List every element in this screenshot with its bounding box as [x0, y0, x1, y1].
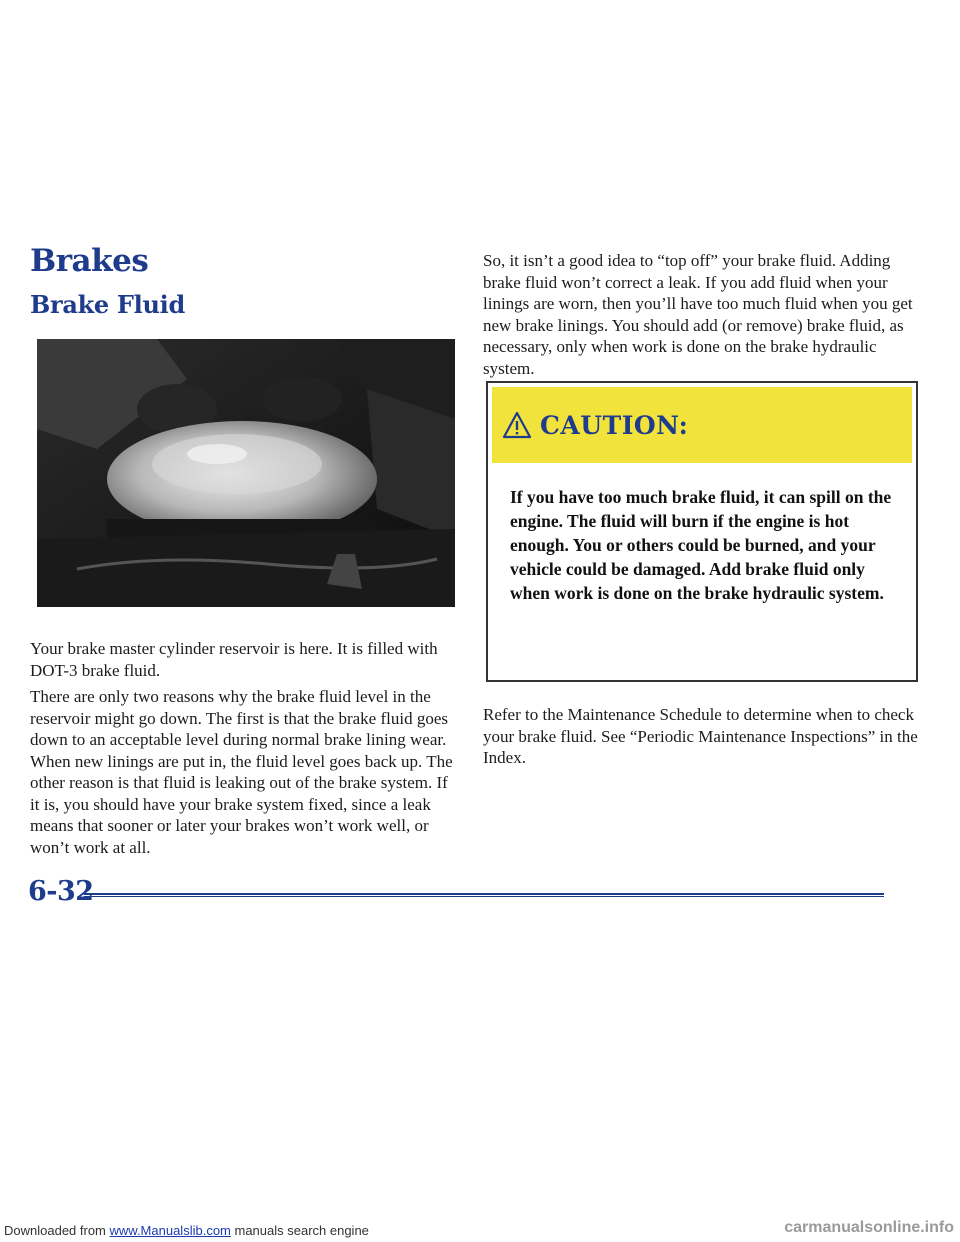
brake-reservoir-photo — [37, 339, 455, 607]
top-off-paragraph: So, it isn’t a good idea to “top off” your brake fluid. Adding brake fluid won’t correct a leak. If you add fluid when your linings are worn, then you’ll have too much fluid when you get new brake linings. You should add (or remove) brake fluid, as necessary, only when work is done on the brake hydraulic system. — [483, 251, 913, 378]
download-prefix: Downloaded from — [4, 1223, 110, 1238]
caution-label: CAUTION: — [540, 410, 689, 440]
intro-paragraph: Your brake master cylinder reservoir is here. It is filled with DOT-3 brake fluid. — [30, 639, 438, 680]
caution-header — [492, 387, 912, 463]
page-number: 6-32 — [28, 876, 94, 907]
caution-text: If you have too much brake fluid, it can spill on the engine. The fluid will burn if the engine is hot enough. You or others could be burned, and your vehicle could be damaged. Add brake fluid only when work is done on the brake hydraulic system. — [510, 487, 892, 603]
watermark: carmanualsonline.info — [784, 1219, 954, 1236]
subsection-title: Brake Fluid — [30, 290, 185, 319]
warning-triangle-icon — [502, 411, 532, 439]
section-title: Brakes — [30, 243, 149, 279]
reasons-paragraph: There are only two reasons why the brake fluid level in the reservoir might go down. The first is that the brake fluid goes down to an acceptable level during normal brake lining wear. When new linings are put in, the fluid level goes back up. The other reason is that fluid is leaking out of the brake system. If it is, you should have your brake system fixed, since a leak means that sooner or later your brakes won’t work well, or won’t work at all. — [30, 687, 453, 857]
download-suffix: manuals search engine — [230, 1223, 369, 1238]
caution-box — [486, 381, 918, 682]
download-footer — [4, 1223, 369, 1238]
refer-paragraph: Refer to the Maintenance Schedule to determine when to check your brake fluid. See “Periodic Maintenance Inspections” in the Index. — [483, 705, 918, 767]
footer-rule — [84, 893, 884, 897]
manualslib-link[interactable]: www.Manualslib.com — [109, 1223, 231, 1238]
